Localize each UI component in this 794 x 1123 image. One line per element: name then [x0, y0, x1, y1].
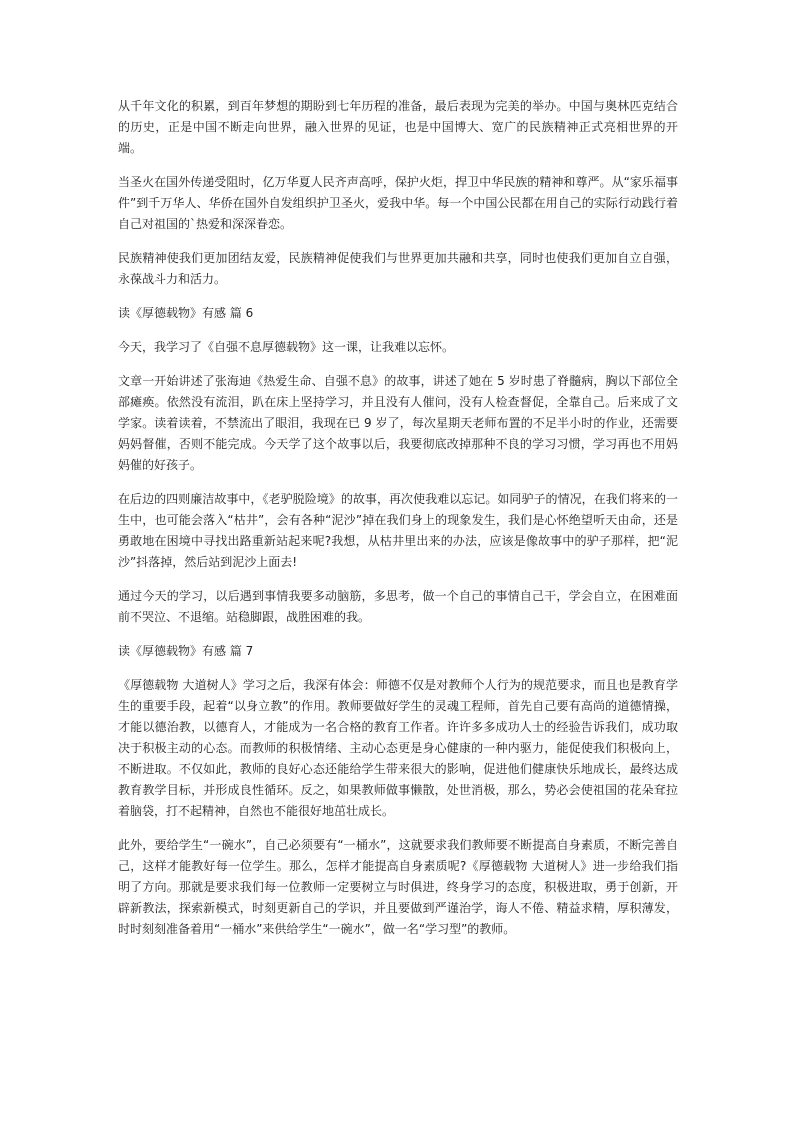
paragraph-today-lesson: 今天，我学习了《自强不息厚德载物》这一课，让我难以忘怀。 [118, 340, 455, 354]
section-heading-6: 读《厚德载物》有感 篇 6 [118, 306, 254, 320]
paragraph-zhang-haidi: 文章一开始讲述了张海迪《热爱生命、自强不息》的故事，讲述了她在 5 岁时患了脊髓病，胸以下部位全部瘫痪。依然没有流泪，趴在床上坚持学习，并且没有人催问，没有人检查督促，全靠自己。后来成了文学家。读着读着，不禁流出了眼泪，我现在已 9 岁了，每次星期天老师布置的不足半小时的作业，还需要妈妈督催，否则不能完成。今天学了这个故事以后，我要彻底改掉那种不良的学习习惯，学习再也不用妈妈催的好孩子。 [118, 374, 678, 472]
paragraph-bucket-of-water: 此外，要给学生“一碗水”，自己必须要有“一桶水”，这就要求我们教师要不断提高自身素质，不断完善自己，这样才能教好每一位学生。那么，怎样才能提高自身素质呢?《厚德载物 大道树人》进一步给我们指明了方向。那就是要求我们每一位教师一定要树立与时俱进，终身学习的态度，积极进取，勇于创新，开辟新教法，探索新模式，时刻更新自己的学识，并且要做到严谨治学，诲人不倦、精益求精，厚积薄发，时时刻刻准备着用“一桶水”来供给学生“一碗水”，做一名“学习型”的教师。 [118, 838, 678, 936]
paragraph-olympic-history: 从千年文化的积累，到百年梦想的期盼到七年历程的准备，最后表现为完美的举办。中国与奥林匹克结合的历史，正是中国不断走向世界，融入世界的见证，也是中国博大、宽广的民族精神正式亮相世界的开端。 [118, 99, 678, 155]
paragraph-national-spirit: 民族精神使我们更加团结友爱，民族精神促使我们与世界更加共融和共享，同时也使我们更加自立自强，永葆战斗力和活力。 [118, 251, 678, 286]
paragraph-donkey-story: 在后边的四则廉洁故事中，《老驴脱险境》的故事，再次使我难以忘记。如同驴子的情况，在我们将来的一生中，也可能会落入“枯井”，会有各种“泥沙”掉在我们身上的现象发生，我们是心怀绝望听天由命，还是勇敢地在困境中寻找出路重新站起来呢?我想，从枯井里出来的办法，应该是像故事中的驴子那样，把“泥沙”抖落掉，然后站到泥沙上面去! [118, 492, 678, 569]
paragraph-teacher-ethics: 《厚德载物 大道树人》学习之后，我深有体会：师德不仅是对教师个人行为的规范要求，而且也是教育学生的重要手段，起着“以身立教”的作用。教师要做好学生的灵魂工程师，首先自己要有高尚的道德情操，才能以德治教，以德育人，才能成为一名合格的教育工作者。许许多多成功人士的经验告诉我们，成功取决于积极主动的心态。而教师的积极情绪、主动心态更是身心健康的一种内驱力，能促使我们积极向上，不断进取。不仅如此，教师的良好心态还能给学生带来很大的影响，促进他们健康快乐地成长，最终达成教育教学目标，并形成良性循环。反之，如果教师做事懒散，处世消极，那么，势必会使祖国的花朵耷拉着脑袋，打不起精神，自然也不能很好地茁壮成长。 [118, 678, 678, 818]
section-heading-7: 读《厚德载物》有感 篇 7 [118, 644, 254, 658]
paragraph-torch-relay: 当圣火在国外传递受阻时，亿万华夏人民齐声高呼，保护火炬，捍卫中华民族的精神和尊严。从“家乐福事件”到千万华人、华侨在国外自发组织护卫圣火，爱我中华。每一个中国公民都在用自己的实际行动践行着自己对祖国的`热爱和深深眷恋。 [118, 175, 678, 231]
document-body [118, 96, 678, 953]
paragraph-conclusion-6: 通过今天的学习，以后遇到事情我要多动脑筋，多思考，做一个自己的事情自己干，学会自立，在困难面前不哭泣、不退缩。站稳脚跟，战胜困难的我。 [118, 589, 678, 624]
